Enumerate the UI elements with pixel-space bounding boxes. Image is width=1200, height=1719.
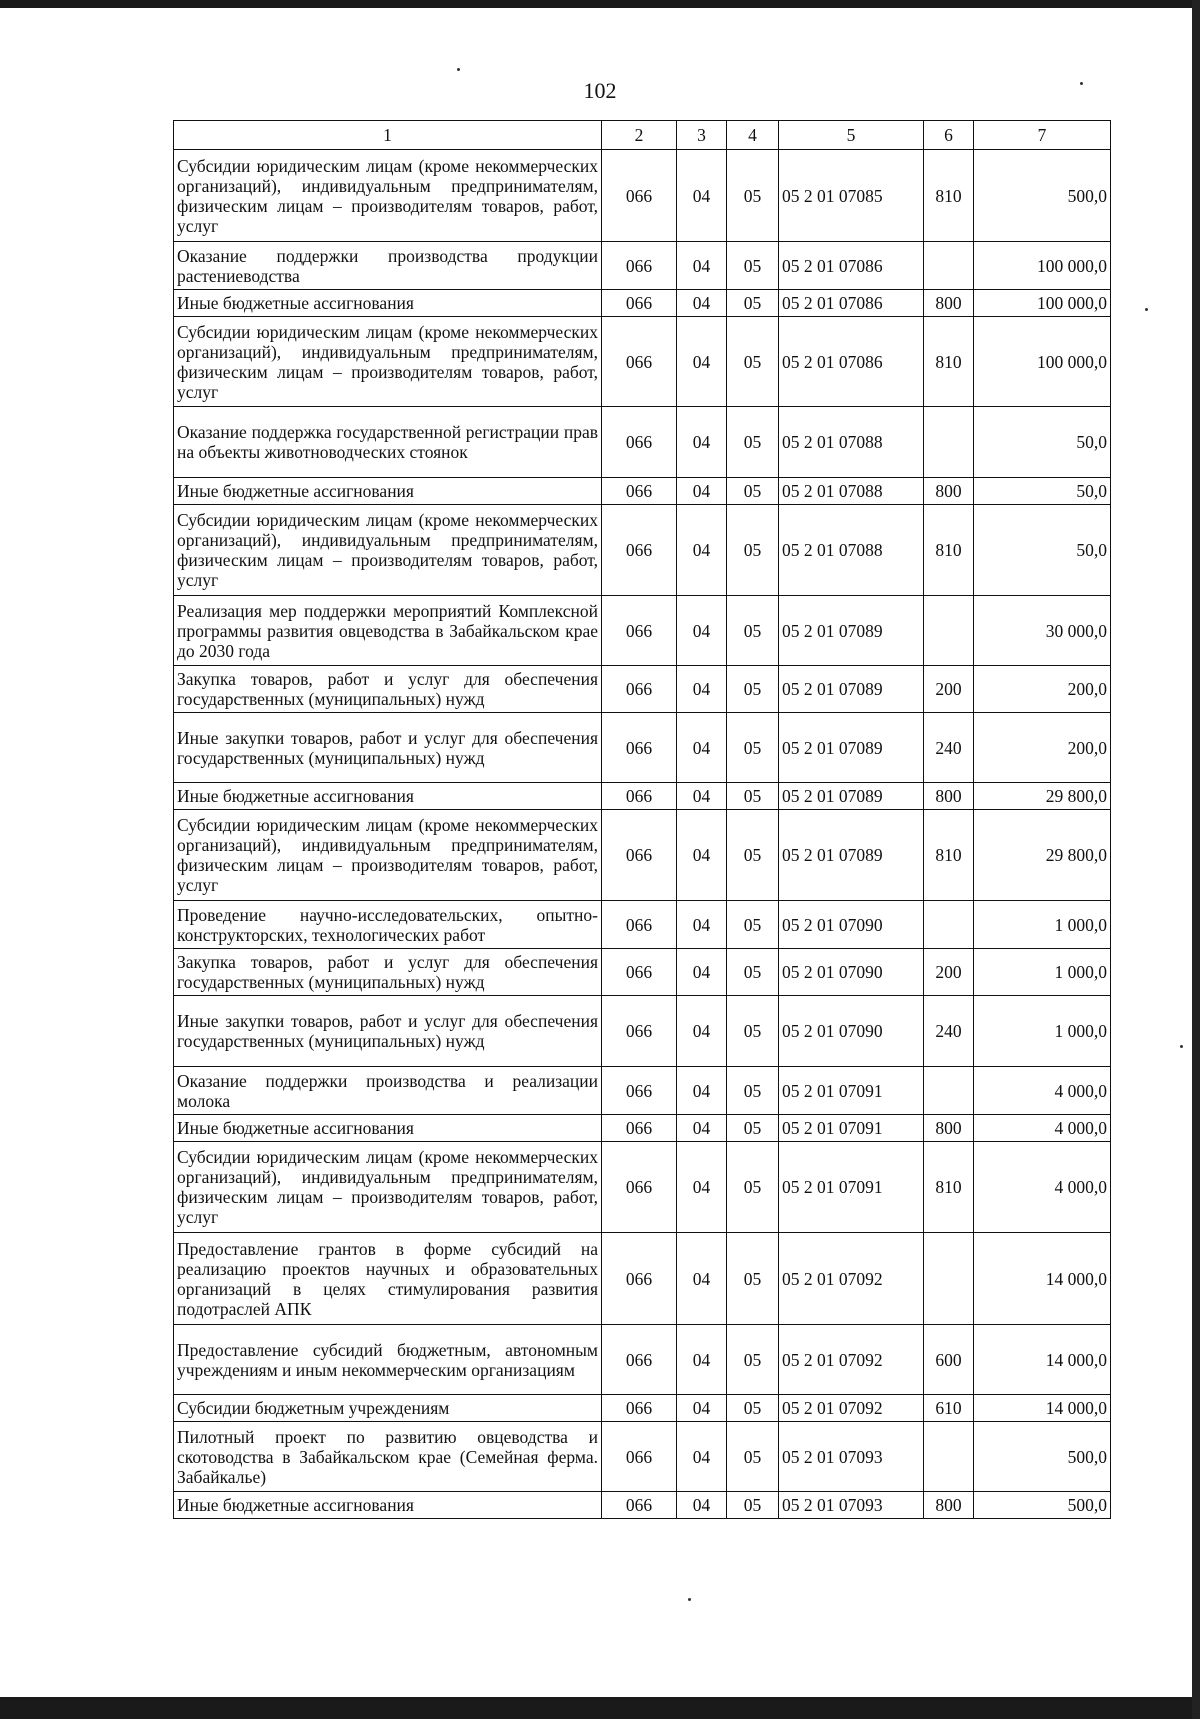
row-name: Иные бюджетные ассигнования [174, 1115, 602, 1142]
row-name: Субсидии юридическим лицам (кроме некоммерческих организаций), индивидуальным предпринимателям, физическим лицам – производителям товаров, работ, услуг [174, 505, 602, 596]
row-vr: 810 [924, 505, 974, 596]
table-row [174, 242, 1111, 290]
row-amount: 14 000,0 [974, 1325, 1111, 1395]
table-row [174, 478, 1111, 505]
row-name: Пилотный проект по развитию овцеводства и скотоводства в Забайкальском крае (Семейная ферма. Забайкалье) [174, 1422, 602, 1492]
row-rz: 04 [677, 150, 727, 242]
row-pr: 05 [727, 901, 779, 949]
row-gr: 066 [602, 783, 677, 810]
row-gr: 066 [602, 478, 677, 505]
table-row [174, 1492, 1111, 1519]
table-row [174, 1233, 1111, 1325]
col-header-vr: 6 [924, 121, 974, 150]
row-rz: 04 [677, 1142, 727, 1233]
scan-edge-bottom [0, 1697, 1200, 1719]
row-amount: 4 000,0 [974, 1115, 1111, 1142]
row-gr: 066 [602, 1142, 677, 1233]
row-rz: 04 [677, 1395, 727, 1422]
row-vr: 810 [924, 1142, 974, 1233]
row-amount: 4 000,0 [974, 1067, 1111, 1115]
row-rz: 04 [677, 901, 727, 949]
row-rz: 04 [677, 1422, 727, 1492]
row-amount: 100 000,0 [974, 317, 1111, 407]
row-rz: 04 [677, 1325, 727, 1395]
row-pr: 05 [727, 1233, 779, 1325]
row-amount: 14 000,0 [974, 1395, 1111, 1422]
row-pr: 05 [727, 810, 779, 901]
row-csr: 05 2 01 07090 [779, 996, 924, 1067]
row-amount: 14 000,0 [974, 1233, 1111, 1325]
row-pr: 05 [727, 1492, 779, 1519]
row-vr [924, 596, 974, 666]
row-pr: 05 [727, 407, 779, 478]
row-pr: 05 [727, 290, 779, 317]
row-pr: 05 [727, 1422, 779, 1492]
row-rz: 04 [677, 810, 727, 901]
col-header-gr: 2 [602, 121, 677, 150]
row-name: Закупка товаров, работ и услуг для обеспечения государственных (муниципальных) нужд [174, 949, 602, 996]
row-name: Субсидии юридическим лицам (кроме некоммерческих организаций), индивидуальным предпринимателям, физическим лицам – производителям товаров, работ, услуг [174, 317, 602, 407]
row-gr: 066 [602, 666, 677, 713]
row-amount: 50,0 [974, 407, 1111, 478]
row-rz: 04 [677, 713, 727, 783]
row-rz: 04 [677, 242, 727, 290]
row-name: Реализация мер поддержки мероприятий Комплексной программы развития овцеводства в Забайкальском крае до 2030 года [174, 596, 602, 666]
row-amount: 1 000,0 [974, 949, 1111, 996]
row-rz: 04 [677, 1233, 727, 1325]
row-gr: 066 [602, 407, 677, 478]
row-vr: 600 [924, 1325, 974, 1395]
row-vr: 240 [924, 713, 974, 783]
row-vr [924, 1067, 974, 1115]
row-csr: 05 2 01 07089 [779, 713, 924, 783]
row-csr: 05 2 01 07086 [779, 242, 924, 290]
row-csr: 05 2 01 07090 [779, 949, 924, 996]
row-vr: 800 [924, 1115, 974, 1142]
row-gr: 066 [602, 596, 677, 666]
row-rz: 04 [677, 596, 727, 666]
row-name: Оказание поддержки производства и реализации молока [174, 1067, 602, 1115]
row-name: Предоставление грантов в форме субсидий на реализацию проектов научных и образовательных организаций в целях стимулирования развития подотраслей АПК [174, 1233, 602, 1325]
row-csr: 05 2 01 07092 [779, 1395, 924, 1422]
row-gr: 066 [602, 317, 677, 407]
row-csr: 05 2 01 07090 [779, 901, 924, 949]
row-csr: 05 2 01 07093 [779, 1422, 924, 1492]
row-vr [924, 407, 974, 478]
table-row [174, 505, 1111, 596]
row-csr: 05 2 01 07088 [779, 478, 924, 505]
table-row [174, 290, 1111, 317]
row-rz: 04 [677, 666, 727, 713]
row-pr: 05 [727, 1395, 779, 1422]
row-name: Субсидии юридическим лицам (кроме некоммерческих организаций), индивидуальным предпринимателям, физическим лицам – производителям товаров, работ, услуг [174, 150, 602, 242]
table-row [174, 810, 1111, 901]
row-csr: 05 2 01 07092 [779, 1233, 924, 1325]
row-name: Иные бюджетные ассигнования [174, 783, 602, 810]
row-amount: 100 000,0 [974, 242, 1111, 290]
row-csr: 05 2 01 07092 [779, 1325, 924, 1395]
budget-table [173, 120, 1111, 1519]
row-rz: 04 [677, 505, 727, 596]
table-row [174, 407, 1111, 478]
row-csr: 05 2 01 07091 [779, 1067, 924, 1115]
header-row [174, 121, 1111, 150]
table-row [174, 783, 1111, 810]
row-csr: 05 2 01 07085 [779, 150, 924, 242]
table-row [174, 949, 1111, 996]
row-gr: 066 [602, 242, 677, 290]
row-gr: 066 [602, 1395, 677, 1422]
row-gr: 066 [602, 996, 677, 1067]
row-csr: 05 2 01 07089 [779, 666, 924, 713]
row-pr: 05 [727, 505, 779, 596]
row-pr: 05 [727, 242, 779, 290]
row-gr: 066 [602, 505, 677, 596]
row-csr: 05 2 01 07088 [779, 505, 924, 596]
row-vr [924, 1233, 974, 1325]
row-name: Иные бюджетные ассигнования [174, 478, 602, 505]
row-rz: 04 [677, 1067, 727, 1115]
row-amount: 30 000,0 [974, 596, 1111, 666]
row-amount: 200,0 [974, 666, 1111, 713]
row-pr: 05 [727, 1142, 779, 1233]
col-header-name: 1 [174, 121, 602, 150]
row-name: Закупка товаров, работ и услуг для обеспечения государственных (муниципальных) нужд [174, 666, 602, 713]
page-number: 102 [583, 78, 617, 103]
row-pr: 05 [727, 1325, 779, 1395]
row-rz: 04 [677, 949, 727, 996]
row-gr: 066 [602, 713, 677, 783]
row-pr: 05 [727, 1067, 779, 1115]
scan-edge-top [0, 0, 1200, 8]
row-vr: 800 [924, 478, 974, 505]
row-vr: 800 [924, 1492, 974, 1519]
row-name: Субсидии юридическим лицам (кроме некоммерческих организаций), индивидуальным предпринимателям, физическим лицам – производителям товаров, работ, услуг [174, 810, 602, 901]
scan-speck [688, 1598, 691, 1601]
row-name: Оказание поддержки производства продукции растениеводства [174, 242, 602, 290]
row-gr: 066 [602, 150, 677, 242]
row-pr: 05 [727, 783, 779, 810]
table-row [174, 596, 1111, 666]
table-row [174, 1395, 1111, 1422]
row-csr: 05 2 01 07089 [779, 810, 924, 901]
row-gr: 066 [602, 1492, 677, 1519]
row-amount: 29 800,0 [974, 783, 1111, 810]
row-pr: 05 [727, 949, 779, 996]
row-csr: 05 2 01 07091 [779, 1115, 924, 1142]
row-gr: 066 [602, 1233, 677, 1325]
table-row [174, 1325, 1111, 1395]
row-vr: 800 [924, 783, 974, 810]
row-pr: 05 [727, 317, 779, 407]
scan-speck [1180, 1045, 1183, 1048]
row-gr: 066 [602, 1067, 677, 1115]
row-vr: 610 [924, 1395, 974, 1422]
row-rz: 04 [677, 407, 727, 478]
row-vr: 240 [924, 996, 974, 1067]
row-vr: 800 [924, 290, 974, 317]
row-name: Иные закупки товаров, работ и услуг для обеспечения государственных (муниципальных) нужд [174, 713, 602, 783]
row-rz: 04 [677, 1492, 727, 1519]
row-pr: 05 [727, 713, 779, 783]
row-name: Субсидии бюджетным учреждениям [174, 1395, 602, 1422]
row-pr: 05 [727, 996, 779, 1067]
row-gr: 066 [602, 949, 677, 996]
row-csr: 05 2 01 07086 [779, 290, 924, 317]
row-vr: 810 [924, 317, 974, 407]
row-pr: 05 [727, 1115, 779, 1142]
row-gr: 066 [602, 1422, 677, 1492]
row-amount: 100 000,0 [974, 290, 1111, 317]
table-row [174, 996, 1111, 1067]
row-vr [924, 901, 974, 949]
row-vr: 810 [924, 810, 974, 901]
row-vr: 200 [924, 666, 974, 713]
table-row [174, 901, 1111, 949]
row-amount: 29 800,0 [974, 810, 1111, 901]
row-csr: 05 2 01 07093 [779, 1492, 924, 1519]
row-pr: 05 [727, 478, 779, 505]
row-name: Оказание поддержка государственной регистрации прав на объекты животноводческих стоянок [174, 407, 602, 478]
row-csr: 05 2 01 07091 [779, 1142, 924, 1233]
scan-speck [1145, 308, 1148, 311]
col-header-rz: 3 [677, 121, 727, 150]
row-csr: 05 2 01 07088 [779, 407, 924, 478]
row-amount: 4 000,0 [974, 1142, 1111, 1233]
scan-edge-right [1192, 0, 1200, 1719]
row-name: Иные бюджетные ассигнования [174, 1492, 602, 1519]
table-row [174, 1422, 1111, 1492]
table-row [174, 1067, 1111, 1115]
row-pr: 05 [727, 150, 779, 242]
row-vr: 200 [924, 949, 974, 996]
row-name: Проведение научно-исследовательских, опытно-конструкторских, технологических работ [174, 901, 602, 949]
row-gr: 066 [602, 290, 677, 317]
row-gr: 066 [602, 1325, 677, 1395]
row-gr: 066 [602, 1115, 677, 1142]
row-name: Иные закупки товаров, работ и услуг для обеспечения государственных (муниципальных) нужд [174, 996, 602, 1067]
col-header-pr: 4 [727, 121, 779, 150]
row-amount: 1 000,0 [974, 996, 1111, 1067]
table-row [174, 666, 1111, 713]
col-header-amount: 7 [974, 121, 1111, 150]
table-row [174, 1115, 1111, 1142]
row-rz: 04 [677, 996, 727, 1067]
row-name: Субсидии юридическим лицам (кроме некоммерческих организаций), индивидуальным предпринимателям, физическим лицам – производителям товаров, работ, услуг [174, 1142, 602, 1233]
row-amount: 500,0 [974, 150, 1111, 242]
row-csr: 05 2 01 07089 [779, 783, 924, 810]
row-rz: 04 [677, 290, 727, 317]
row-gr: 066 [602, 810, 677, 901]
table-row [174, 1142, 1111, 1233]
row-rz: 04 [677, 478, 727, 505]
row-csr: 05 2 01 07089 [779, 596, 924, 666]
row-vr: 810 [924, 150, 974, 242]
row-rz: 04 [677, 1115, 727, 1142]
table-row [174, 317, 1111, 407]
col-header-csr: 5 [779, 121, 924, 150]
row-vr [924, 242, 974, 290]
row-amount: 50,0 [974, 505, 1111, 596]
table-row [174, 150, 1111, 242]
row-name: Иные бюджетные ассигнования [174, 290, 602, 317]
row-vr [924, 1422, 974, 1492]
table-row [174, 713, 1111, 783]
row-rz: 04 [677, 317, 727, 407]
row-gr: 066 [602, 901, 677, 949]
row-csr: 05 2 01 07086 [779, 317, 924, 407]
row-pr: 05 [727, 596, 779, 666]
row-pr: 05 [727, 666, 779, 713]
row-amount: 500,0 [974, 1492, 1111, 1519]
row-name: Предоставление субсидий бюджетным, автономным учреждениям и иным некоммерческим организациям [174, 1325, 602, 1395]
row-amount: 500,0 [974, 1422, 1111, 1492]
row-rz: 04 [677, 783, 727, 810]
row-amount: 200,0 [974, 713, 1111, 783]
row-amount: 50,0 [974, 478, 1111, 505]
scan-speck [457, 68, 460, 71]
row-amount: 1 000,0 [974, 901, 1111, 949]
